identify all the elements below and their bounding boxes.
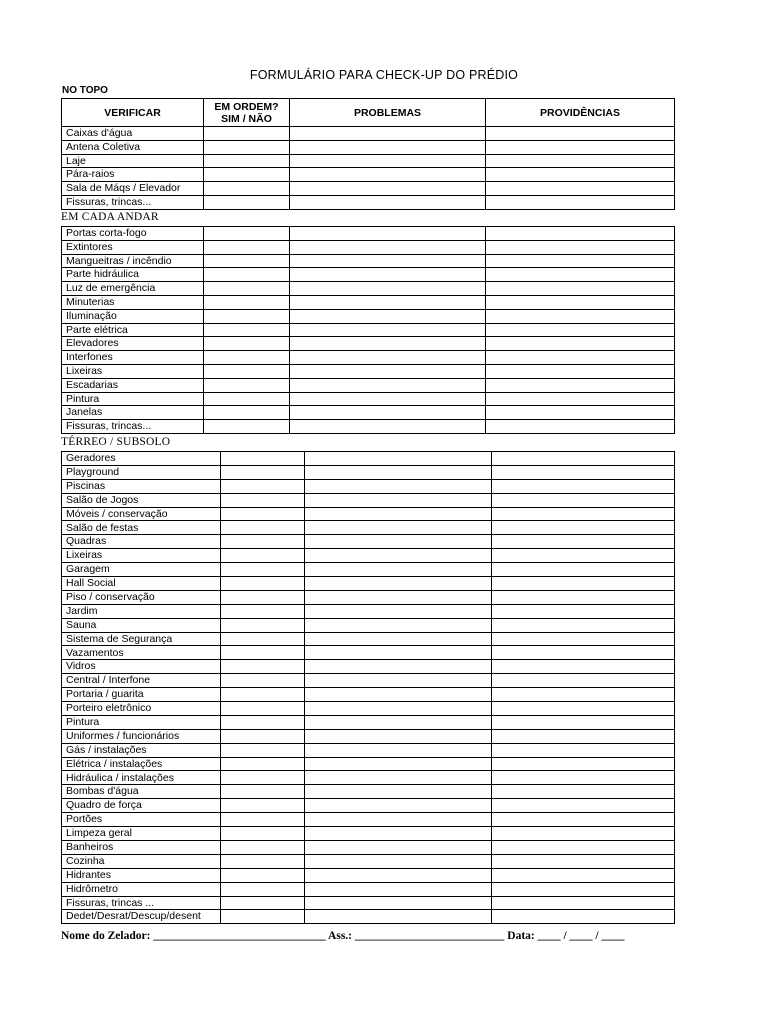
item-label: Portas corta-fogo — [62, 227, 204, 241]
table-row — [62, 127, 675, 141]
in-order-cell[interactable] — [221, 618, 305, 632]
actions-cell[interactable] — [486, 140, 675, 154]
item-label: Sistema de Segurança — [62, 632, 221, 646]
table-row — [62, 309, 675, 323]
in-order-cell[interactable] — [221, 521, 305, 535]
table-row — [62, 702, 675, 716]
in-order-cell[interactable] — [204, 195, 290, 209]
actions-cell[interactable] — [486, 195, 675, 209]
item-label: Janelas — [62, 406, 204, 420]
in-order-cell[interactable] — [221, 604, 305, 618]
problems-cell[interactable] — [305, 632, 492, 646]
in-order-cell[interactable] — [204, 168, 290, 182]
table-row — [62, 364, 675, 378]
problems-cell[interactable] — [305, 535, 492, 549]
item-label: Escadarias — [62, 378, 204, 392]
actions-cell[interactable] — [492, 729, 675, 743]
item-label: Quadro de força — [62, 799, 221, 813]
table-row — [62, 168, 675, 182]
in-order-cell[interactable] — [204, 420, 290, 434]
item-label: Hall Social — [62, 577, 221, 591]
actions-cell[interactable] — [492, 702, 675, 716]
table-row — [62, 351, 675, 365]
in-order-cell[interactable] — [204, 254, 290, 268]
problems-cell[interactable] — [290, 268, 486, 282]
header-in-order-line1: EM ORDEM? — [214, 100, 279, 113]
actions-cell[interactable] — [492, 646, 675, 660]
item-label: Extintores — [62, 240, 204, 254]
actions-cell[interactable] — [486, 127, 675, 141]
problems-cell[interactable] — [290, 406, 486, 420]
problems-cell[interactable] — [290, 140, 486, 154]
actions-cell[interactable] — [486, 182, 675, 196]
table-row — [62, 813, 675, 827]
in-order-cell[interactable] — [221, 827, 305, 841]
in-order-cell[interactable] — [204, 378, 290, 392]
in-order-cell[interactable] — [221, 757, 305, 771]
in-order-cell[interactable] — [221, 549, 305, 563]
table-row — [62, 268, 675, 282]
table-top — [61, 98, 675, 210]
header-in-order — [204, 99, 290, 127]
table-row — [62, 479, 675, 493]
table-row — [62, 715, 675, 729]
in-order-cell[interactable] — [204, 364, 290, 378]
problems-cell[interactable] — [305, 882, 492, 896]
in-order-cell[interactable] — [221, 702, 305, 716]
item-label: Piso / conservação — [62, 590, 221, 604]
problems-cell[interactable] — [305, 799, 492, 813]
actions-cell[interactable] — [492, 590, 675, 604]
header-problems: PROBLEMAS — [290, 99, 486, 127]
problems-cell[interactable] — [290, 378, 486, 392]
actions-cell[interactable] — [492, 632, 675, 646]
actions-cell[interactable] — [492, 827, 675, 841]
item-label: Quadras — [62, 535, 221, 549]
item-label: Elevadores — [62, 337, 204, 351]
in-order-cell[interactable] — [204, 295, 290, 309]
table-row — [62, 465, 675, 479]
actions-cell[interactable] — [492, 757, 675, 771]
actions-cell[interactable] — [486, 295, 675, 309]
table-ground — [61, 451, 675, 924]
item-label: Lixeiras — [62, 549, 221, 563]
actions-cell[interactable] — [486, 268, 675, 282]
in-order-cell[interactable] — [221, 563, 305, 577]
problems-cell[interactable] — [305, 840, 492, 854]
actions-cell[interactable] — [486, 240, 675, 254]
actions-cell[interactable] — [492, 910, 675, 924]
item-label: Fissuras, trincas ... — [62, 896, 221, 910]
table-row — [62, 392, 675, 406]
problems-cell[interactable] — [290, 127, 486, 141]
in-order-cell[interactable] — [204, 268, 290, 282]
in-order-cell[interactable] — [204, 140, 290, 154]
item-label: Salão de festas — [62, 521, 221, 535]
table-row — [62, 618, 675, 632]
actions-cell[interactable] — [486, 406, 675, 420]
problems-cell[interactable] — [305, 854, 492, 868]
table-row — [62, 799, 675, 813]
header-verify: VERIFICAR — [62, 99, 204, 127]
header-in-order-line2: SIM / NÃO — [221, 112, 272, 125]
table-row — [62, 632, 675, 646]
item-label: Uniformes / funcionários — [62, 729, 221, 743]
problems-cell[interactable] — [305, 688, 492, 702]
problems-cell[interactable] — [290, 295, 486, 309]
item-label: Minuterias — [62, 295, 204, 309]
item-label: Garagem — [62, 563, 221, 577]
item-label: Interfones — [62, 351, 204, 365]
table-row — [62, 535, 675, 549]
in-order-cell[interactable] — [204, 240, 290, 254]
table-row — [62, 378, 675, 392]
item-label: Hidráulica / instalações — [62, 771, 221, 785]
item-label: Iluminação — [62, 309, 204, 323]
in-order-cell[interactable] — [221, 465, 305, 479]
in-order-cell[interactable] — [204, 309, 290, 323]
item-label: Limpeza geral — [62, 827, 221, 841]
table-row — [62, 563, 675, 577]
in-order-cell[interactable] — [221, 743, 305, 757]
problems-cell[interactable] — [305, 715, 492, 729]
actions-cell[interactable] — [492, 868, 675, 882]
in-order-cell[interactable] — [221, 535, 305, 549]
table-row — [62, 660, 675, 674]
table-row — [62, 688, 675, 702]
problems-cell[interactable] — [305, 521, 492, 535]
problems-cell[interactable] — [305, 604, 492, 618]
table-row — [62, 785, 675, 799]
problems-cell[interactable] — [290, 240, 486, 254]
actions-cell[interactable] — [492, 785, 675, 799]
table-row — [62, 240, 675, 254]
actions-cell[interactable] — [492, 660, 675, 674]
in-order-cell[interactable] — [204, 227, 290, 241]
item-label: Fissuras, trincas... — [62, 195, 204, 209]
table-row — [62, 854, 675, 868]
item-label: Vazamentos — [62, 646, 221, 660]
item-label: Portões — [62, 813, 221, 827]
table-row — [62, 154, 675, 168]
item-label: Fissuras, trincas... — [62, 420, 204, 434]
item-label: Pintura — [62, 392, 204, 406]
table-row — [62, 896, 675, 910]
section-label-ground: TÉRREO / SUBSOLO — [61, 436, 171, 448]
section-label-top: NO TOPO — [62, 85, 108, 96]
item-label: Pintura — [62, 715, 221, 729]
in-order-cell[interactable] — [221, 799, 305, 813]
actions-cell[interactable] — [492, 813, 675, 827]
table-row — [62, 507, 675, 521]
problems-cell[interactable] — [290, 227, 486, 241]
table-row — [62, 337, 675, 351]
in-order-cell[interactable] — [221, 674, 305, 688]
in-order-cell[interactable] — [221, 452, 305, 466]
table-row — [62, 757, 675, 771]
table-row — [62, 604, 675, 618]
table-row — [62, 840, 675, 854]
actions-cell[interactable] — [486, 309, 675, 323]
in-order-cell[interactable] — [221, 910, 305, 924]
item-label: Móveis / conservação — [62, 507, 221, 521]
actions-cell[interactable] — [492, 521, 675, 535]
in-order-cell[interactable] — [221, 882, 305, 896]
in-order-cell[interactable] — [221, 840, 305, 854]
problems-cell[interactable] — [290, 254, 486, 268]
in-order-cell[interactable] — [221, 688, 305, 702]
actions-cell[interactable] — [492, 479, 675, 493]
form-title: FORMULÁRIO PARA CHECK-UP DO PRÉDIO — [249, 68, 519, 82]
item-label: Pára-raios — [62, 168, 204, 182]
problems-cell[interactable] — [305, 507, 492, 521]
actions-cell[interactable] — [492, 465, 675, 479]
table-row — [62, 882, 675, 896]
table-row — [62, 295, 675, 309]
table-row — [62, 182, 675, 196]
actions-cell[interactable] — [486, 282, 675, 296]
table-floor — [61, 226, 675, 434]
problems-cell[interactable] — [290, 364, 486, 378]
in-order-cell[interactable] — [204, 154, 290, 168]
problems-cell[interactable] — [305, 743, 492, 757]
problems-cell[interactable] — [290, 309, 486, 323]
problems-cell[interactable] — [290, 351, 486, 365]
table-row — [62, 577, 675, 591]
problems-cell[interactable] — [290, 282, 486, 296]
item-label: Portaria / guarita — [62, 688, 221, 702]
table-row — [62, 743, 675, 757]
item-label: Antena Coletiva — [62, 140, 204, 154]
table-row — [62, 140, 675, 154]
problems-cell[interactable] — [305, 868, 492, 882]
item-label: Laje — [62, 154, 204, 168]
problems-cell[interactable] — [305, 827, 492, 841]
item-label: Elétrica / instalações — [62, 757, 221, 771]
in-order-cell[interactable] — [204, 323, 290, 337]
actions-cell[interactable] — [486, 154, 675, 168]
actions-cell[interactable] — [492, 493, 675, 507]
problems-cell[interactable] — [305, 577, 492, 591]
actions-cell[interactable] — [492, 743, 675, 757]
table-row — [62, 282, 675, 296]
item-label: Sauna — [62, 618, 221, 632]
actions-cell[interactable] — [492, 674, 675, 688]
table-row — [62, 254, 675, 268]
in-order-cell[interactable] — [221, 577, 305, 591]
in-order-cell[interactable] — [204, 127, 290, 141]
item-label: Banheiros — [62, 840, 221, 854]
problems-cell[interactable] — [305, 729, 492, 743]
in-order-cell[interactable] — [221, 493, 305, 507]
item-label: Sala de Máqs / Elevador — [62, 182, 204, 196]
in-order-cell[interactable] — [204, 392, 290, 406]
actions-cell[interactable] — [486, 227, 675, 241]
actions-cell[interactable] — [492, 854, 675, 868]
problems-cell[interactable] — [305, 452, 492, 466]
header-actions: PROVIDÊNCIAS — [486, 99, 675, 127]
problems-cell[interactable] — [290, 420, 486, 434]
problems-cell[interactable] — [290, 168, 486, 182]
item-label: Dedet/Desrat/Descup/desent — [62, 910, 221, 924]
problems-cell[interactable] — [305, 674, 492, 688]
actions-cell[interactable] — [492, 507, 675, 521]
item-label: Playground — [62, 465, 221, 479]
problems-cell[interactable] — [305, 646, 492, 660]
problems-cell[interactable] — [305, 618, 492, 632]
in-order-cell[interactable] — [221, 590, 305, 604]
item-label: Hidrômetro — [62, 882, 221, 896]
table-row — [62, 590, 675, 604]
problems-cell[interactable] — [290, 154, 486, 168]
in-order-cell[interactable] — [204, 282, 290, 296]
actions-cell[interactable] — [492, 896, 675, 910]
actions-cell[interactable] — [486, 254, 675, 268]
table-row — [62, 549, 675, 563]
in-order-cell[interactable] — [204, 182, 290, 196]
table-row — [62, 323, 675, 337]
problems-cell[interactable] — [290, 392, 486, 406]
in-order-cell[interactable] — [221, 660, 305, 674]
problems-cell[interactable] — [305, 757, 492, 771]
actions-cell[interactable] — [492, 771, 675, 785]
table-row — [62, 646, 675, 660]
actions-cell[interactable] — [486, 420, 675, 434]
problems-cell[interactable] — [290, 337, 486, 351]
in-order-cell[interactable] — [221, 479, 305, 493]
actions-cell[interactable] — [486, 351, 675, 365]
in-order-cell[interactable] — [221, 896, 305, 910]
actions-cell[interactable] — [492, 715, 675, 729]
item-label: Cozinha — [62, 854, 221, 868]
footer-signature-line: Nome do Zelador: ______________________________ Ass.: __________________________ Data: ____ / ____ / ____ — [61, 930, 625, 942]
in-order-cell[interactable] — [221, 507, 305, 521]
table-row — [62, 674, 675, 688]
item-label: Porteiro eletrônico — [62, 702, 221, 716]
in-order-cell[interactable] — [221, 854, 305, 868]
problems-cell[interactable] — [305, 660, 492, 674]
actions-cell[interactable] — [492, 577, 675, 591]
table-row — [62, 493, 675, 507]
actions-cell[interactable] — [492, 840, 675, 854]
table-row — [62, 910, 675, 924]
actions-cell[interactable] — [486, 168, 675, 182]
item-label: Hidrantes — [62, 868, 221, 882]
item-label: Bombas d'água — [62, 785, 221, 799]
problems-cell[interactable] — [305, 813, 492, 827]
problems-cell[interactable] — [305, 702, 492, 716]
table-row — [62, 771, 675, 785]
in-order-cell[interactable] — [221, 715, 305, 729]
actions-cell[interactable] — [492, 604, 675, 618]
item-label: Caixas d'água — [62, 127, 204, 141]
actions-cell[interactable] — [492, 452, 675, 466]
problems-cell[interactable] — [305, 771, 492, 785]
in-order-cell[interactable] — [221, 632, 305, 646]
item-label: Gás / instalações — [62, 743, 221, 757]
in-order-cell[interactable] — [204, 351, 290, 365]
problems-cell[interactable] — [305, 465, 492, 479]
problems-cell[interactable] — [305, 493, 492, 507]
problems-cell[interactable] — [290, 323, 486, 337]
problems-cell[interactable] — [290, 182, 486, 196]
in-order-cell[interactable] — [204, 406, 290, 420]
item-label: Parte hidráulica — [62, 268, 204, 282]
actions-cell[interactable] — [486, 364, 675, 378]
problems-cell[interactable] — [305, 590, 492, 604]
table-row — [62, 452, 675, 466]
actions-cell[interactable] — [492, 618, 675, 632]
actions-cell[interactable] — [486, 323, 675, 337]
problems-cell[interactable] — [305, 563, 492, 577]
item-label: Vidros — [62, 660, 221, 674]
actions-cell[interactable] — [492, 799, 675, 813]
actions-cell[interactable] — [492, 535, 675, 549]
item-label: Mangueitras / incêndio — [62, 254, 204, 268]
table-row — [62, 227, 675, 241]
item-label: Parte elétrica — [62, 323, 204, 337]
problems-cell[interactable] — [305, 910, 492, 924]
table-row — [62, 420, 675, 434]
problems-cell[interactable] — [305, 549, 492, 563]
actions-cell[interactable] — [486, 378, 675, 392]
actions-cell[interactable] — [492, 563, 675, 577]
problems-cell[interactable] — [305, 896, 492, 910]
in-order-cell[interactable] — [221, 813, 305, 827]
actions-cell[interactable] — [492, 688, 675, 702]
problems-cell[interactable] — [305, 785, 492, 799]
table-row — [62, 868, 675, 882]
table-row — [62, 521, 675, 535]
problems-cell[interactable] — [290, 195, 486, 209]
section-label-floor: EM CADA ANDAR — [61, 211, 159, 223]
table-row — [62, 195, 675, 209]
item-label: Jardim — [62, 604, 221, 618]
in-order-cell[interactable] — [221, 868, 305, 882]
actions-cell[interactable] — [486, 337, 675, 351]
table-row — [62, 827, 675, 841]
actions-cell[interactable] — [492, 549, 675, 563]
item-label: Luz de emergência — [62, 282, 204, 296]
in-order-cell[interactable] — [221, 646, 305, 660]
in-order-cell[interactable] — [204, 337, 290, 351]
item-label: Lixeiras — [62, 364, 204, 378]
table-row — [62, 406, 675, 420]
problems-cell[interactable] — [305, 479, 492, 493]
table-row — [62, 729, 675, 743]
in-order-cell[interactable] — [221, 785, 305, 799]
item-label: Salão de Jogos — [62, 493, 221, 507]
in-order-cell[interactable] — [221, 771, 305, 785]
item-label: Central / Interfone — [62, 674, 221, 688]
in-order-cell[interactable] — [221, 729, 305, 743]
item-label: Geradores — [62, 452, 221, 466]
item-label: Piscinas — [62, 479, 221, 493]
actions-cell[interactable] — [492, 882, 675, 896]
actions-cell[interactable] — [486, 392, 675, 406]
